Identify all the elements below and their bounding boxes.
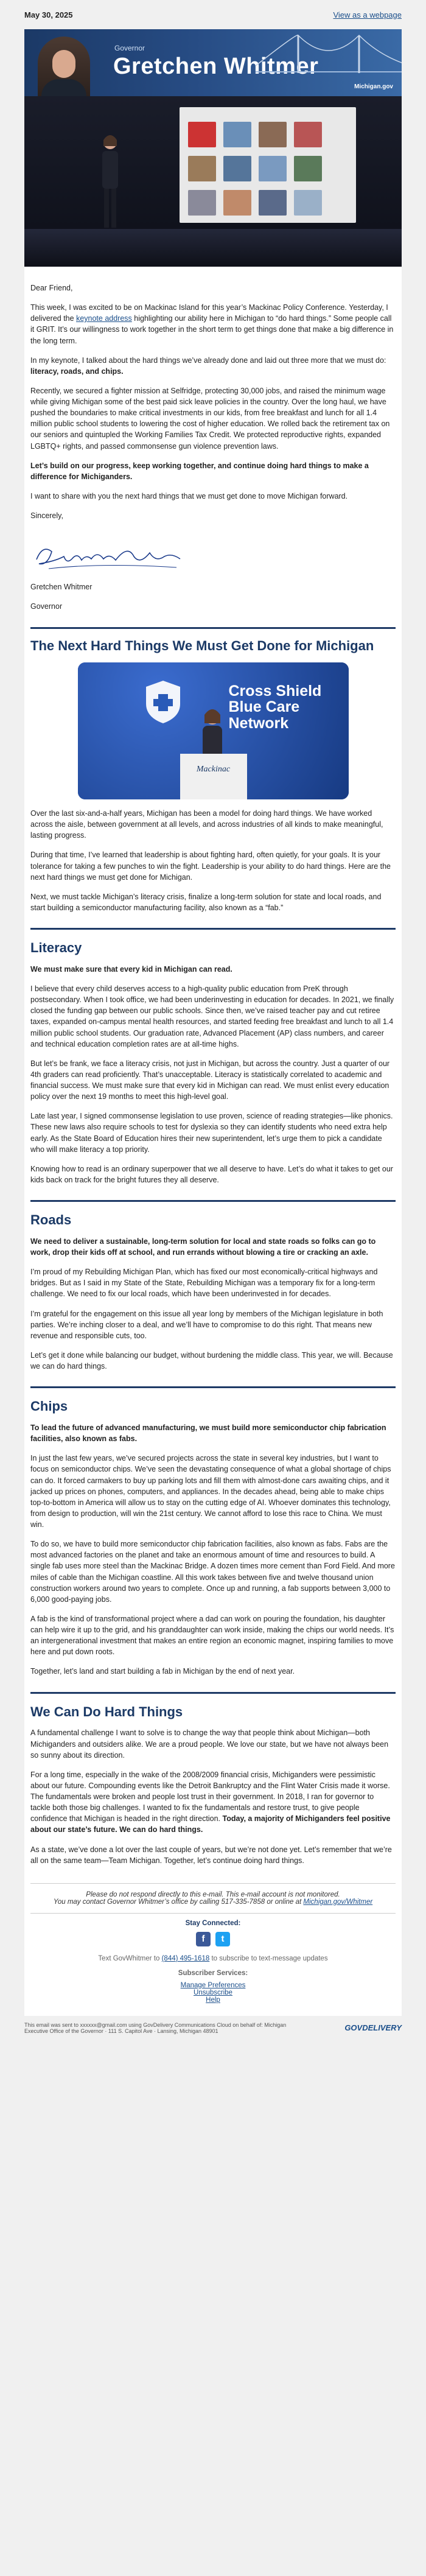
letter-paragraph: Recently, we secured a fighter mission at Selfridge, protecting 30,000 jobs, and raised the minimum wage while giving Michigan some of the best paid sick leave policies in the country. Over the long haul, we have pushed the boundaries to make critical investments in our kids, from free breakfast and lunch for all 1.4 million public school students to lowering the cost of higher education. We rolled back the retirement tax on our seniors and quintupled the Working Families Tax Credit. We protected reproductive rights, expanded LGBTQ+ rights, and passed commonsense gun violence prevention laws. [30,386,390,451]
stay-connected-label: Stay Connected: [185,1919,241,1927]
section-paragraph: A fab is the kind of transformational project where a dad can work on pouring the foundation, his daughter can help wire it up to the grid, and his granddaughter can work inside, making the chips our world needs. It’s an intergenerational investment that makes an entire region an economic magnet, inspiring families to move here and put down roots. [30,1614,394,1657]
section-paragraph: I believe that every child deserves access to a high-quality public education from PreK through postsecondary. When I took office, we had been underinvesting in education for decades. In 2021, we finally closed the funding gap between our public schools. Since then, we’ve raised teacher pay and cut retiree taxes, expanded on-campus mental health resources, and started feeding free breakfast and lunch to all 1.4 million public school students. Our graduation rate, Advanced Placement (AP) class numbers, and career and technical education completion rates are at all-time highs. [30,984,394,1048]
literacy-lead: We must make sure that every kid in Michigan can read. [30,964,232,974]
governor-banner [24,29,402,96]
chips-lead: To lead the future of advanced manufacturing, we must build more semiconductor chip fabrication facilities, also known as fabs. [30,1423,386,1444]
section-paragraph: I’m proud of my Rebuilding Michigan Plan, which has fixed our most economically-critical highways and bridges. But as I said in my State of the State, Rebuilding Michigan was a temporary fix for a long-term challenge. We need to fix our local roads, which have been underinvested in for decades. [30,1268,378,1299]
contact-notice: You may contact Governor Whitmer’s office by calling 517-335-7858 or online at Michigan.gov/Whitmer [53,1898,373,1906]
section-divider [30,1200,396,1202]
section-divider [30,1386,396,1388]
literacy-heading: Literacy [30,940,82,955]
hard-things-heading: We Can Do Hard Things [30,1704,183,1719]
section-paragraph: To do so, we have to build more semiconductor chip fabrication facilities, also known as fabs. Fabs are the most advanced factories on the planet and take an enormous amount of time and resources to build. A single fab uses more steel than the Mackinac Bridge. A dozen times more cement than Ford Field. And more miles of cable than the Michigan coastline. All this work takes between five and twelve thousand union construction workers around two years to complete. Once up and running, a fab supports between 3,000 to 6,000 good-paying jobs. [30,1540,395,1604]
email-date: May 30, 2025 [24,10,73,19]
speaker-figure [97,133,123,230]
michigan-gov-whitmer-link[interactable]: Michigan.gov/Whitmer [303,1898,373,1906]
section-paragraph: Over the last six-and-a-half years, Michigan has been a model for doing hard things. We have worked across the aisle, between government at all levels, and across industries of all kinds to make meaningful, lasting progress. [30,809,383,840]
section-divider [30,627,396,629]
section-paragraph: Next, we must tackle Michigan’s literacy crisis, finalize a long-term solution for state and local roads, and start building a semiconductor manufacturing facility, also known as a “fab.” [30,892,382,912]
roads-heading: Roads [30,1212,72,1228]
letter-paragraph: I want to share with you the next hard things that we must get done to move Michigan forward. [30,491,348,500]
section-paragraph: For a long time, especially in the wake of the 2008/2009 financial crisis, Michiganders were pessimistic about our future. Compounding events like the Detroit Bankruptcy and the Flint Water Crisis made it worse. The fundamentals were broken and people lost trust in their government. In 2018, I ran for governor to tackle both those big challenges. I wanted to fix the fundamentals and restore trust, to give people confidence that Michigan is headed in the right direction. Today, a majority of Michiganders feel positive about our state’s future. We can do hard things. [30,1770,391,1834]
section-paragraph: A fundamental challenge I want to solve is to change the way that people think about Michigan—both Michiganders and outsiders alike. We are a proud people. We love our state, but we have not always been so sunny about its direction. [30,1728,389,1760]
presentation-screen [180,107,356,223]
michigan-gov-logo: Michigan.gov [354,83,393,90]
email-container [24,29,402,2016]
section-paragraph: Knowing how to read is an ordinary superpower that we all deserve to have. Let’s do what it takes to get our kids back on track for the bright futures they all deserve. [30,1164,393,1184]
next-hard-things-heading: The Next Hard Things We Must Get Done for Michigan [30,637,374,653]
section-paragraph: But let’s be frank, we face a literacy crisis, not just in Michigan, but across the country. Just a quarter of our 4th graders can read proficiently. That’s unacceptable. Literacy is statistically correlated to academic and financial success. We must make sure that every kid in Michigan can read. We must enlist every education policy over the next 19 months to meet this high-level goal. [30,1059,390,1101]
banner-governor-label: Governor [114,44,145,52]
letter-paragraph: In my keynote, I talked about the hard things we’ve already done and laid out three more that we must do: literacy, roads, and chips. [30,356,386,376]
governor-podium-photo [78,662,349,799]
letter-emphasis: Let’s build on our progress, keep working together, and continue doing hard things to make a difference for Michiganders. [30,461,369,481]
help-link[interactable]: Help [206,1996,220,2004]
govdelivery-logo: GOVDELIVERY [344,2023,402,2033]
unsubscribe-link[interactable]: Unsubscribe [194,1988,232,1996]
section-paragraph: In just the last few years, we’ve secured projects across the state in several key industries, but I want to focus on semiconductor chips. We’ve seen the devastating consequence of what a global shortage of chips can do. It forced carmakers to buy up parking lots and fill them with almost-done cars awaiting chips, and it jacked up prices on phones, computers, and appliances. In the decades ahead, being able to make chips top-to-bottom in America will allow us to stay on the cutting edge of AI. Whoever dominates this technology, from design to production, will win the 21st century. We cannot afford to lose this race to China. We must win. [30,1454,391,1529]
text-phone-link[interactable]: (844) 495-1618 [161,1954,210,1962]
podium-text: Mackinac [196,765,231,774]
letter-closing: Sincerely, [30,511,63,520]
section-paragraph: I’m grateful for the engagement on this issue all year long by members of the Michigan legislature in both parties. We’re inching closer to a deal, and we’ll have to compromise to do this right. That means new revenue and responsible cuts, too. [30,1309,383,1340]
handwritten-signature [30,538,189,575]
twitter-icon[interactable]: t [215,1932,230,1946]
no-reply-notice: Please do not respond directly to this e-mail. This e-mail account is not monitored. [86,1890,340,1898]
social-links [30,1932,396,1946]
govdelivery-bar [24,2016,402,2040]
section-paragraph: Together, let’s land and start building a fab in Michigan by the end of next year. [30,1667,295,1676]
shield-logo-icon [145,681,181,723]
governor-portrait [38,37,90,96]
facebook-icon[interactable]: f [196,1932,211,1946]
signer-title: Governor [30,602,63,611]
signer-name: Gretchen Whitmer [30,583,93,592]
roads-lead: We need to deliver a sustainable, long-term solution for local and state roads so folks can go to work, drop their kids off at school, and run errands without blowing a tire or cracking an axle. [30,1237,376,1257]
letter-paragraph: This week, I was excited to be on Mackinac Island for this year’s Mackinac Policy Conference. Yesterday, I delivered the keynote address highlighting our ability here in Michigan to “do hard things.” Some people call it GRIT. It’s our willingness to work together in the short term to get things done that make a big difference in the long term. [30,303,394,345]
section-paragraph: During that time, I’ve learned that leadership is about fighting hard, often quietly, for your goals. It is your tolerance for taking a few punches to win the fight. Leadership is your ability to do hard things. Here are the next hard things we must get done for Michigan. [30,851,391,882]
hero-photo-keynote [24,96,402,267]
section-divider [30,1692,396,1694]
manage-preferences-link[interactable]: Manage Preferences [180,1981,246,1989]
view-as-webpage-link[interactable]: View as a webpage [333,10,402,19]
delivery-note: This email was sent to xxxxxx@gmail.com using GovDelivery Communications Cloud on behalf of: Michigan Executive Office of the Governor · 111 S. Capitol Ave · Lansing, Michigan 48901 [24,2021,287,2034]
banner-governor-name: Gretchen Whitmer [113,54,319,79]
keynote-address-link[interactable]: keynote address [76,314,132,323]
email-header-bar [24,0,402,29]
letter-greeting: Dear Friend, [30,284,73,292]
email-footer [24,1875,402,2016]
section-divider [30,928,396,930]
section-paragraph: As a state, we’ve done a lot over the last couple of years, but we’re not done yet. Let’s remember that we’re all on the same team—Team Michigan. Together, let’s continue doing hard things. [30,1845,392,1865]
photo-sign-text: Cross Shield Blue Care Network [228,683,322,732]
subscriber-services-label: Subscriber Services: [178,1969,248,1977]
text-subscribe-line: Text GovWhitmer to (844) 495-1618 to subscribe to text-message updates [98,1954,328,1962]
chips-heading: Chips [30,1399,68,1414]
section-paragraph: Late last year, I signed commonsense legislation to use proven, science of reading strategies—like phonics. These new laws also require schools to test for dyslexia so they can identify students who need extra help early. As the State Board of Education hires their new superintendent, let’s urge them to pick a candidate who will make literacy a top priority. [30,1112,393,1154]
letter-body [24,283,402,1866]
section-paragraph: Let’s get it done while balancing our budget, without burdening the middle class. This year, we will. Because we can do hard things. [30,1350,393,1371]
